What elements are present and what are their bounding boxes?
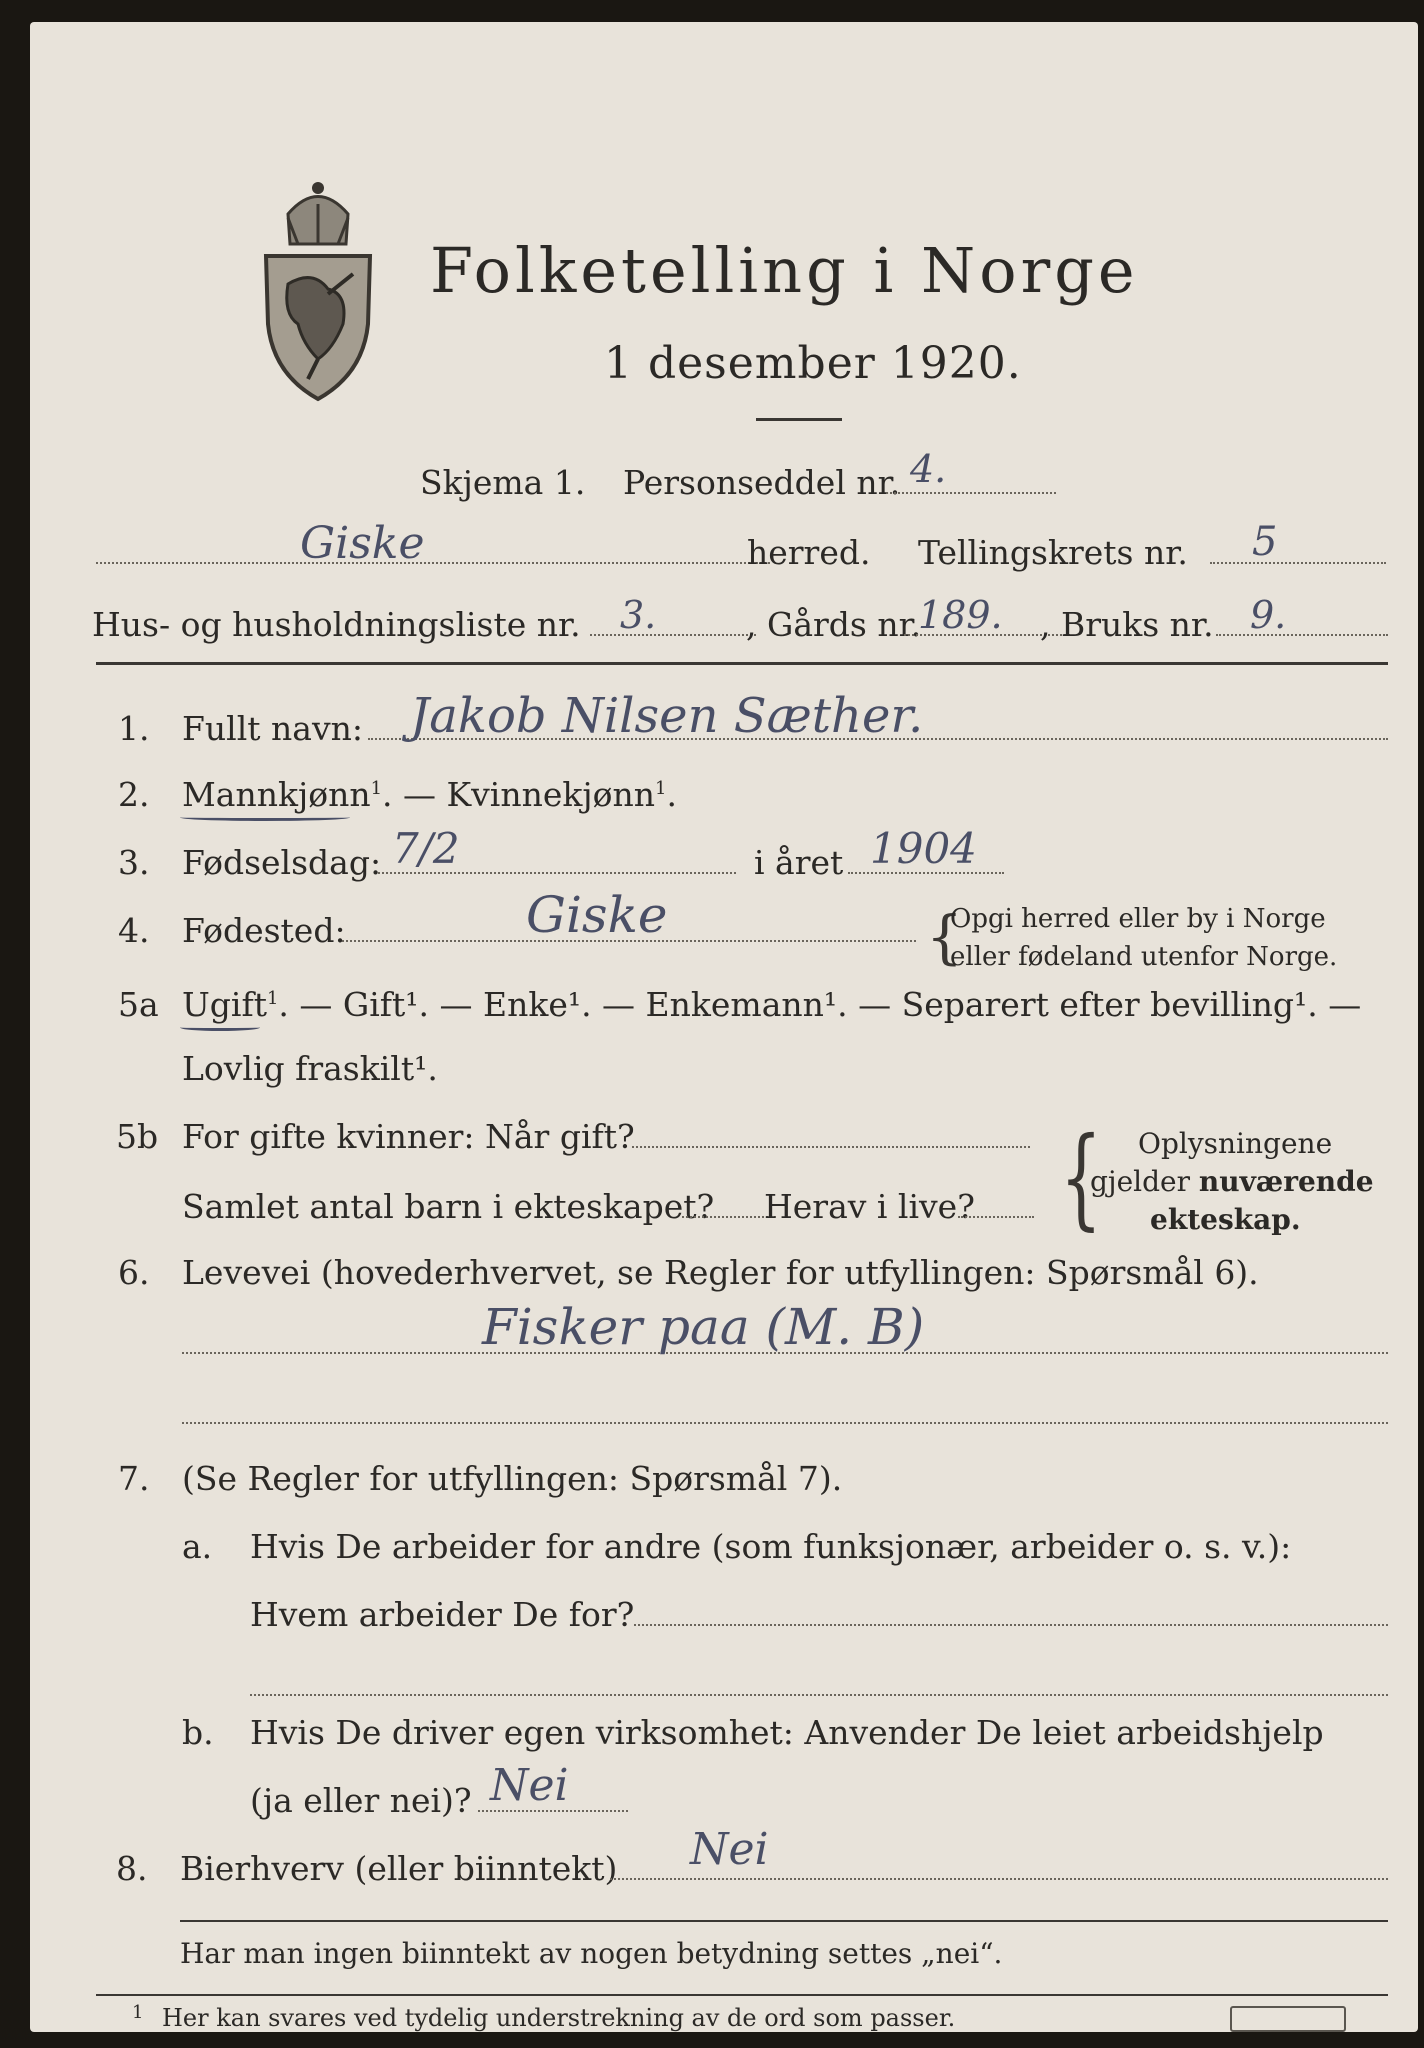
side-income-note: Har man ingen biinntekt av nogen betydning settes „nei“.	[180, 1937, 1003, 1970]
gender-line: Mannkjønn$^1$. — Kvinnekjønn$^1$.	[182, 775, 677, 814]
personseddel-label: Personseddel nr.	[623, 463, 901, 502]
side-income-value: Nei	[690, 1824, 769, 1875]
ugift-underline-mark	[180, 1024, 260, 1031]
footnote-divider	[96, 1994, 1388, 1996]
children-total-field[interactable]	[682, 1216, 776, 1218]
employer-field[interactable]	[634, 1624, 1388, 1626]
when-married-field[interactable]	[632, 1146, 1030, 1148]
herred-label: herred.	[747, 533, 871, 572]
birthdate-value: 7/2	[392, 824, 460, 873]
q7b-question: (ja eller nei)?	[250, 1781, 472, 1820]
q7-label: (Se Regler for utfyllingen: Spørsmål 7).	[182, 1459, 843, 1498]
marriage-brace: {	[1060, 1113, 1102, 1241]
printer-stamp	[1230, 2006, 1346, 2032]
q7a-text: Hvis De arbeider for andre (som funksjonær, arbeider o. s. v.):	[250, 1527, 1292, 1566]
herred-value: Giske	[300, 518, 425, 569]
q1-number: 1.	[118, 709, 150, 748]
census-form	[30, 22, 1418, 2032]
q5a-number: 5a	[118, 985, 159, 1024]
hired-help-value: Nei	[490, 1760, 569, 1811]
occupation-value: Fisker paa (M. B)	[482, 1298, 925, 1356]
q8-number: 8.	[116, 1849, 148, 1888]
skjema-label: Skjema 1.	[420, 463, 586, 502]
employer-field-2[interactable]	[250, 1694, 1388, 1696]
tellingskrets-field[interactable]	[1210, 562, 1386, 564]
children-total-label: Samlet antal barn i ekteskapet?	[182, 1187, 715, 1226]
norwegian-coat-of-arms-logo	[258, 174, 378, 404]
q4-label: Fødested:	[182, 911, 346, 950]
note-divider	[180, 1920, 1388, 1922]
husliste-value: 3.	[620, 593, 657, 637]
marital-other-options[interactable]: . — Gift¹. — Enke¹. — Enkemann¹. — Separert efter bevilling¹. —	[278, 985, 1362, 1024]
footnote-mark: 1	[132, 2002, 144, 2023]
marriage-note-1: Oplysningene	[1138, 1127, 1333, 1160]
q5b-number: 5b	[116, 1117, 159, 1156]
q7a-letter: a.	[182, 1527, 213, 1566]
footnote-text: Her kan svares ved tydelig understrekning av de ord som passer.	[162, 2004, 956, 2032]
birthplace-brace: {	[926, 903, 963, 971]
bruks-label: , Bruks nr.	[1040, 605, 1214, 644]
q8-label: Bierhverv (eller biinntekt)	[180, 1849, 618, 1888]
form-date: 1 desember 1920.	[604, 338, 1022, 389]
gards-label: , Gårds nr.	[746, 605, 922, 644]
q6-number: 6.	[118, 1253, 150, 1292]
children-alive-label: Herav i live?	[764, 1187, 975, 1226]
ugift-option[interactable]: Ugift	[182, 985, 267, 1024]
tellingskrets-label: Tellingskrets nr.	[918, 533, 1188, 572]
mannkjonn-underline-mark	[180, 814, 350, 821]
q1-label: Fullt navn:	[182, 709, 363, 748]
herred-field[interactable]	[96, 562, 770, 564]
full-name-value: Jakob Nilsen Sæther.	[410, 688, 924, 744]
marriage-note-2: gjelder nuværende	[1090, 1165, 1374, 1198]
q3-number: 3.	[118, 843, 150, 882]
personseddel-field[interactable]	[886, 492, 1056, 494]
marriage-note-3: ekteskap.	[1150, 1203, 1301, 1236]
mannkjonn-option[interactable]: Mannkjønn	[182, 775, 371, 814]
bruks-value: 9.	[1250, 593, 1287, 637]
year-label: i året	[754, 843, 844, 882]
kvinnekjonn-option[interactable]: Kvinnekjønn	[446, 775, 656, 814]
birthplace-value: Giske	[526, 886, 668, 944]
marital-status-line: Ugift$^1$. — Gift¹. — Enke¹. — Enkemann¹. — Separert efter bevilling¹. —	[182, 985, 1362, 1024]
when-married-label: For gifte kvinner: Når gift?	[182, 1117, 635, 1156]
q7b-letter: b.	[182, 1713, 214, 1752]
children-alive-field[interactable]	[958, 1216, 1034, 1218]
q6-label: Levevei (hovederhvervet, se Regler for utfyllingen: Spørsmål 6).	[182, 1253, 1259, 1292]
lovlig-fraskilt-option[interactable]: Lovlig fraskilt¹.	[182, 1049, 438, 1088]
birthplace-note-2: eller fødeland utenfor Norge.	[950, 942, 1338, 972]
q3-label: Fødselsdag:	[182, 843, 382, 882]
title-rule	[756, 418, 842, 421]
section-divider	[96, 662, 1388, 665]
q7a-question: Hvem arbeider De for?	[250, 1595, 635, 1634]
tellingskrets-value: 5	[1252, 519, 1278, 565]
birth-year-value: 1904	[870, 824, 977, 873]
husliste-label: Hus- og husholdningsliste nr.	[92, 605, 581, 644]
q2-number: 2.	[118, 775, 150, 814]
bruks-field[interactable]	[1216, 634, 1388, 636]
personseddel-value: 4.	[910, 447, 947, 491]
husliste-field[interactable]	[590, 634, 756, 636]
side-income-field[interactable]	[610, 1878, 1388, 1880]
gards-value: 189.	[918, 593, 1003, 637]
q7b-text: Hvis De driver egen virksomhet: Anvender De leiet arbeidshjelp	[250, 1713, 1324, 1752]
q7-number: 7.	[118, 1459, 150, 1498]
form-title: Folketelling i Norge	[430, 234, 1139, 307]
birthplace-note-1: Opgi herred eller by i Norge	[950, 904, 1326, 934]
q4-number: 4.	[118, 911, 150, 950]
occupation-field-2[interactable]	[182, 1422, 1388, 1424]
